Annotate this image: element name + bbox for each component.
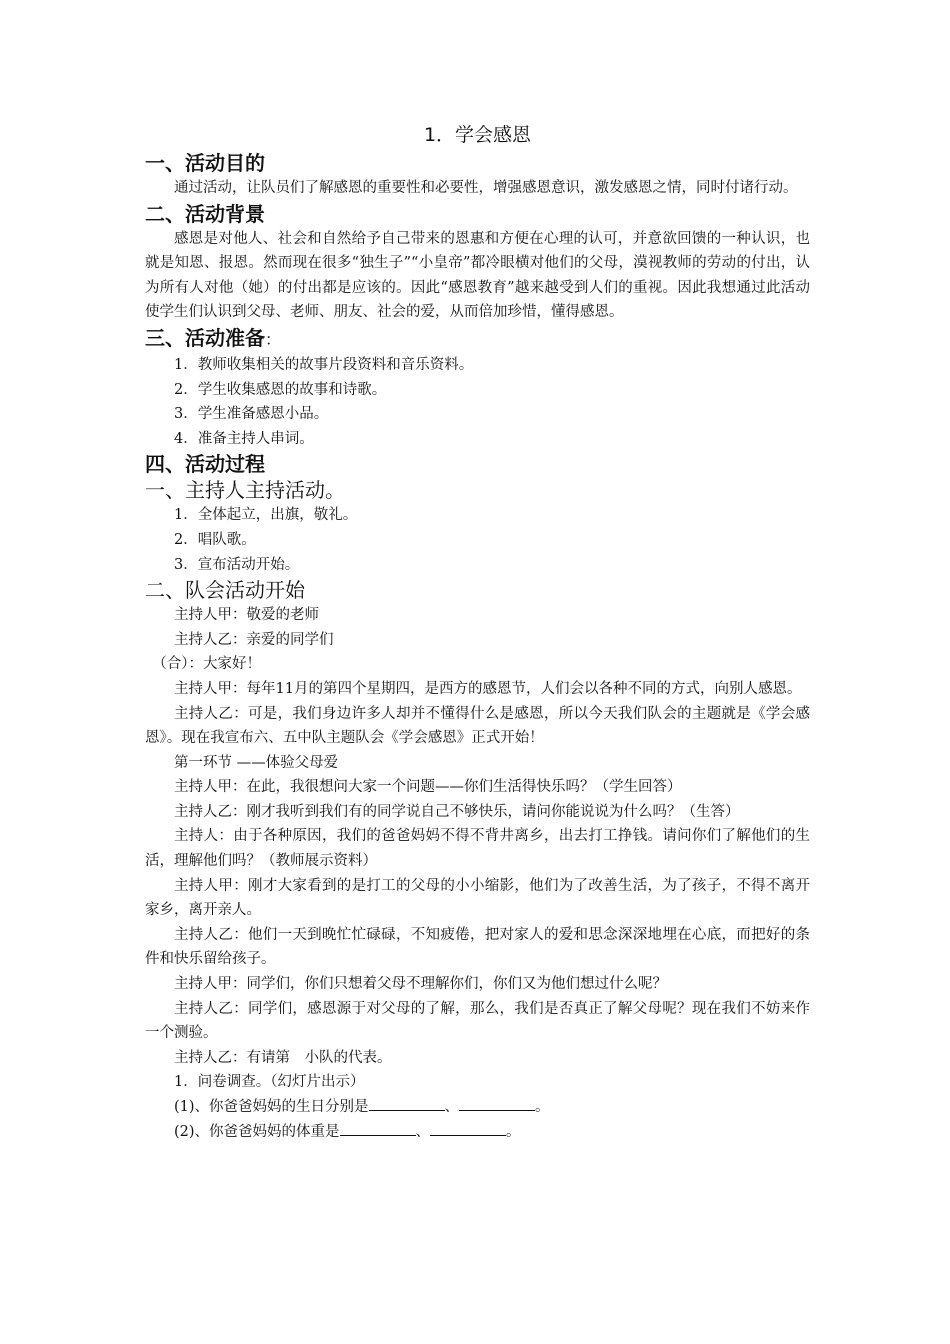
dialogue-line: 主持人：由于各种原因，我们的爸爸妈妈不得不背井离乡，出去打工挣钱。请问你们了解他们的生活，理解他们吗？（教师展示资料） xyxy=(145,828,810,870)
dialogue-line: 主持人乙：有请第 小队的代表。 xyxy=(174,1049,392,1066)
question-separator: 、 xyxy=(444,1099,460,1115)
preparation-item: 1．教师收集相关的故事片段资料和音乐资料。 xyxy=(174,356,474,373)
dialogue-line: 主持人乙：亲爱的同学们 xyxy=(174,631,334,648)
question-separator: 、 xyxy=(415,1123,431,1140)
dialogue-line: 主持人甲：同学们，你们只想着父母不理解你们，你们又为他们想过什么呢？ xyxy=(174,976,667,993)
section-heading-process: 四、活动过程 xyxy=(145,452,265,477)
dialogue-line: 主持人乙：他们一天到晚忙忙碌碌，不知疲倦，把对家人的爱和思念深深地埋在心底，而把好的条件和快乐留给孩子。 xyxy=(145,926,810,968)
section-heading-preparation xyxy=(145,325,810,353)
host-item: 3．宣布活动开始。 xyxy=(174,556,300,573)
host-item: 1．全体起立，出旗，敬礼。 xyxy=(174,507,358,524)
question-end: 。 xyxy=(506,1123,521,1140)
answer-blank[interactable] xyxy=(430,1121,506,1136)
answer-blank[interactable] xyxy=(459,1096,535,1111)
question-text: (2)、你爸爸妈妈的体重是 xyxy=(174,1123,340,1140)
background-paragraph: 感恩是对他人、社会和自然给予自己带来的恩惠和方便在心理的认可，并意欲回馈的一种认识，也就是知恩、报恩。然而现在很多“独生子”“小皇帝”都冷眼横对他们的父母，漠视教师的劳动的付出，认为所有人对他（她）的付出都是应该的。因此“感恩教育”越来越受到人们的重视。因此我想通过此活动使学生们认识到父母、老师、朋友、社会的爱，从而倍加珍惜，懂得感恩。 xyxy=(145,230,810,321)
dialogue-line: 主持人甲：敬爱的老师 xyxy=(174,607,319,624)
survey-item: 1．问卷调查。（幻灯片出示） xyxy=(174,1074,365,1091)
dialogue-line: 主持人甲：刚才大家看到的是打工的父母的小小缩影，他们为了改善生活，为了孩子，不得不离开家乡，离开亲人。 xyxy=(145,877,810,919)
segment-heading: 第一环节 ——体验父母爱 xyxy=(174,754,339,771)
dialogue-line: 主持人乙：可是，我们身边许多人却并不懂得什么是感恩，所以今天我们队会的主题就是《学会感恩》。现在我宣布六、五中队主题队会《学会感恩》正式开始！ xyxy=(145,705,810,747)
dialogue-line: 主持人乙：刚才我听到我们有的同学说自己不够快乐，请问你能说说为什么吗？（生答） xyxy=(174,803,740,820)
dialogue-line: 主持人乙：同学们，感恩源于对父母的了解，那么，我们是否真正了解父母呢？现在我们不妨来作一个测验。 xyxy=(145,1000,810,1042)
purpose-paragraph: 通过活动，让队员们了解感恩的重要性和必要性，增强感恩意识，激发感恩之情，同时付诸行动。 xyxy=(174,180,798,196)
preparation-heading-colon: ： xyxy=(265,329,282,349)
question-end: 。 xyxy=(535,1099,550,1115)
dialogue-line: （合）：大家好！ xyxy=(152,656,261,673)
subsection-heading-meeting: 二、队会活动开始 xyxy=(145,578,305,603)
section-heading-purpose: 一、活动目的 xyxy=(145,151,265,175)
preparation-heading-text: 三、活动准备 xyxy=(145,325,265,350)
section-heading-background: 二、活动背景 xyxy=(145,201,265,226)
answer-blank[interactable] xyxy=(340,1121,416,1136)
preparation-item: 2．学生收集感恩的故事和诗歌。 xyxy=(174,381,387,398)
preparation-item: 4．准备主持人串词。 xyxy=(174,430,314,447)
preparation-item: 3．学生准备感恩小品。 xyxy=(174,406,329,423)
dialogue-line: 主持人甲：每年11月的第四个星期四，是西方的感恩节，人们会以各种不同的方式，向别人感恩。 xyxy=(174,680,802,697)
subsection-heading-host: 一、主持人主持活动。 xyxy=(145,478,345,503)
survey-question-birthday xyxy=(145,1095,810,1120)
dialogue-line: 主持人甲：在此，我很想问大家一个问题——你们生活得快乐吗？（学生回答） xyxy=(174,779,682,796)
answer-blank[interactable] xyxy=(369,1096,445,1111)
question-text: (1)、你爸爸妈妈的生日分别是 xyxy=(174,1099,369,1115)
document-page xyxy=(145,120,810,1144)
document-title: 1．学会感恩 xyxy=(423,124,532,146)
host-item: 2．唱队歌。 xyxy=(174,531,256,548)
survey-question-weight xyxy=(145,1120,810,1145)
